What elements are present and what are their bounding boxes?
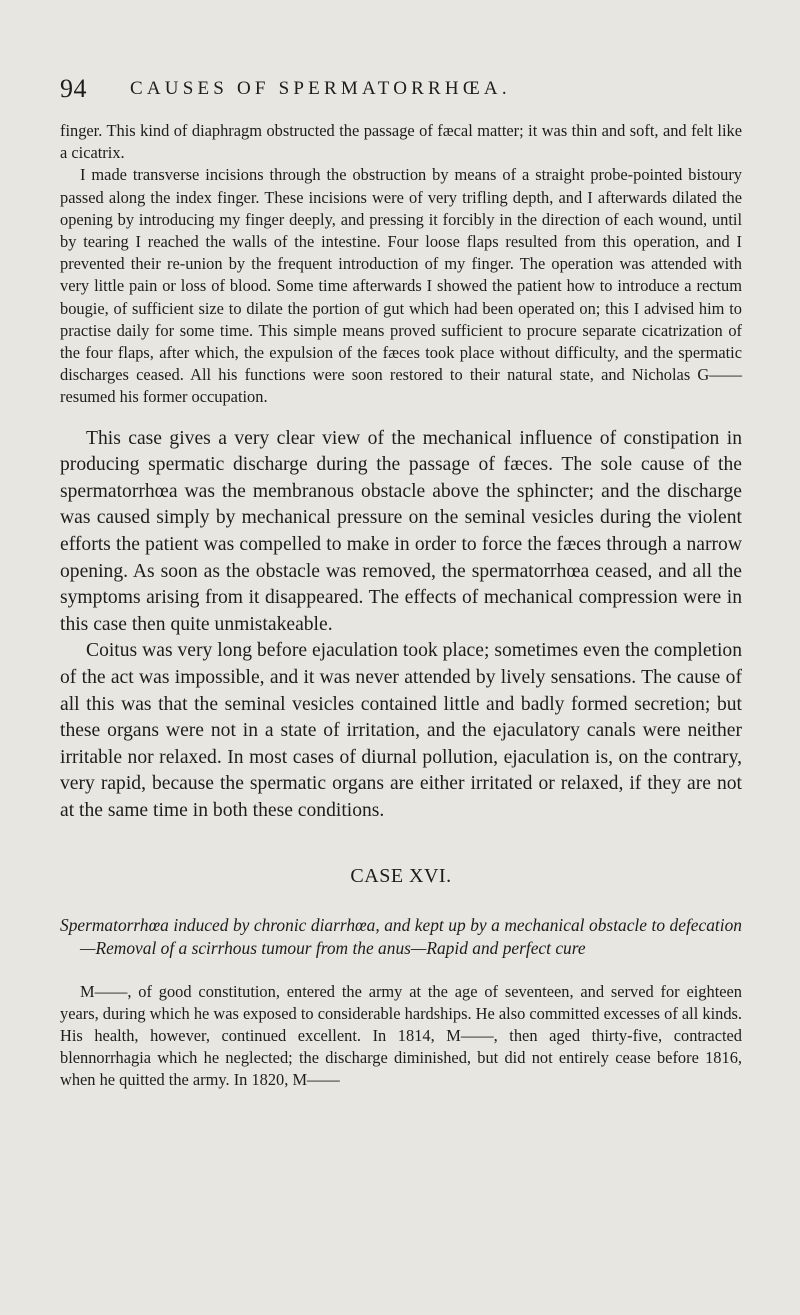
paragraph: M——, of good constitution, entered the army at the age of seventeen, and served for eighteen years, during which he was exposed to considerable hardships. He also committed excesses of all kinds. His health, however, continued excellent. In 1814, M——, then aged thirty-five, contracted blennorrhagia which he neglected; the discharge diminished, but did not entirely cease before 1816, when he quitted the army. In 1820, M—— [60,981,742,1090]
paragraph: finger. This kind of diaphragm obstructed the passage of fæcal matter; it was thin and soft, and felt like a cicatrix. [60,121,742,163]
paragraph: I made transverse incisions through the obstruction by means of a straight probe-pointed bistoury passed along the index finger. These incisions were of very trifling depth, and I afterwards dilated the opening by introducing my finger deeply, and pressing it forcibly in the direction of each wound, until by tearing I reached the walls of the intestine. Four loose flaps resulted from this operation, and I prevented their re-union by the frequent introduction of my finger. The operation was attended with very little pain or loss of blood. Some time afterwards I showed the patient how to introduce a rectum bougie, of sufficient size to dilate the portion of gut which had been operated on; this I advised him to practise daily for some time. This simple means proved sufficient to procure separate cicatrization of the four flaps, after which, the expulsion of the fæces took place without difficulty, and the spermatic discharges ceased. All his functions were soon restored to their natural state, and Nicholas G—— resumed his former occupation. [60,165,742,407]
paragraph: This case gives a very clear view of the mechanical influence of constipation in producing spermatic discharge during the passage of fæces. The sole cause of the spermatorrhœa was the membranous obstacle above the sphincter; and the discharge was caused simply by mechanical pressure on the seminal vesicles during the violent efforts the patient was compelled to make in order to force the fæces through a narrow opening. As soon as the obstacle was removed, the spermatorrhœa ceased, and all the symptoms arising from it disappeared. The effects of mechanical compression were in this case then quite unmistakeable. [60,427,742,635]
commentary [60,426,742,825]
running-head [60,68,742,108]
body-text [60,120,742,1092]
case-body [60,981,742,1092]
case-continuation [60,120,742,409]
running-title: CAUSES OF SPERMATORRHŒA. [130,78,511,99]
case-subtitle: Spermatorrhœa induced by chronic diarrhœa, and kept up by a mechanical obstacle to defecation—Removal of a scirrhous tumour from the anus—Rapid and perfect cure [60,914,742,958]
page-number: 94 [60,74,87,103]
case-heading: CASE XVI. [350,864,452,887]
paragraph: Coitus was very long before ejaculation took place; sometimes even the completion of the act was impossible, and it was never attended by lively sensations. The cause of all this was that the seminal vesicles contained little and badly formed secretion; but these organs were not in a state of irritation, and the ejaculatory canals were neither irritable nor relaxed. In most cases of diurnal pollution, ejaculation is, on the contrary, very rapid, because the spermatic organs are either irritated or relaxed, if they are not at the same time in both these conditions. [60,640,742,821]
